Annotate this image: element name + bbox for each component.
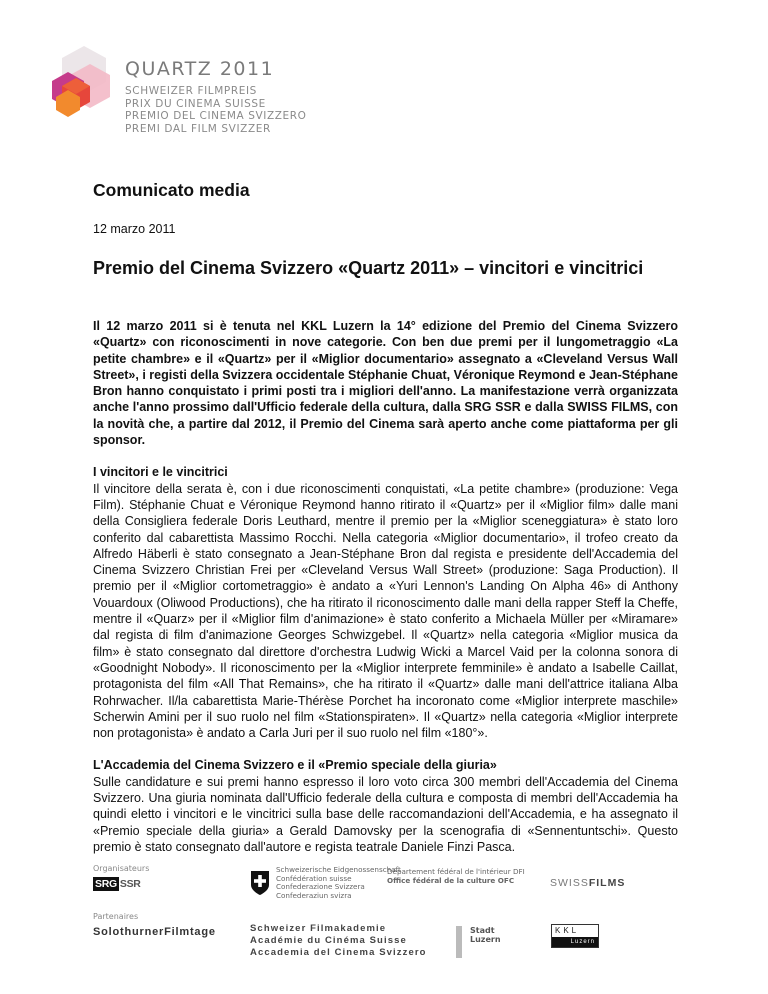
confederation-line: Confederazione Svizzera — [276, 882, 365, 891]
swissfilms-b: FILMS — [588, 877, 626, 889]
partners-label: Partenaires — [93, 912, 139, 921]
akademie-block — [250, 923, 427, 959]
akademie-line: Accademia del Cinema Svizzero — [250, 947, 427, 958]
stadt-luzern-logo — [470, 926, 501, 944]
section-heading: L'Accademia del Cinema Svizzero e il «Premio speciale della giuria» — [93, 758, 497, 773]
swissfilms-a: SWISS — [550, 877, 589, 889]
solothurner-logo: SolothurnerFilmtage — [93, 926, 216, 938]
confederation-line: Confédération suisse — [276, 873, 352, 883]
swissfilms-logo — [550, 877, 625, 889]
brand-block — [125, 58, 307, 135]
organizers-label: Organisateurs — [93, 864, 150, 873]
srg-ssr-logo — [93, 878, 141, 890]
brand-title: QUARTZ 2011 — [125, 58, 275, 80]
akademie-line: Schweizer Filmakademie — [250, 923, 387, 934]
swiss-cross-icon — [250, 870, 270, 896]
article-body — [93, 318, 678, 855]
srg-text: SRG — [95, 878, 117, 890]
brand-line: PREMI DAL FILM SVIZZER — [125, 122, 271, 135]
luzern-line: Luzern — [470, 935, 501, 944]
quartz-logo-icon — [46, 42, 116, 118]
headline: Premio del Cinema Svizzero «Quartz 2011» – vincitori e vincitrici — [93, 258, 644, 278]
ofc-line: Office fédéral de la culture OFC — [387, 876, 515, 885]
brand-line: SCHWEIZER FILMPREIS — [125, 85, 257, 97]
dfi-line: Département fédéral de l'intérieur DFI — [387, 867, 525, 876]
akademie-line: Académie du Cinéma Suisse — [250, 935, 407, 946]
ssr-text: SSR — [119, 878, 141, 890]
confederation-block — [276, 866, 401, 900]
dfi-block — [387, 867, 525, 885]
brand-line: PRIX DU CINEMA SUISSE — [125, 97, 266, 110]
section-body: Sulle candidature e sui premi hanno espresso il loro voto circa 300 membri dell'Accademia del Cinema Svizzero. Una giuria nominata dall'Ufficio federale della cultura e composta di membri dell'Accademia ha quindi eletto i vincitori e le vincitrici sulla base delle raccomandazioni dell'Accademia, e ha assegnato il «Premio speciale della giuria» a Gerald Damovsky per la scenografia di «Sennentuntschi». Questo premio è stato consegnato dall'autore e regista teatrale Daniele Finzi Pasca. — [93, 774, 678, 854]
section-body: Il vincitore della serata è, con i due riconoscimenti conquistati, «La petite chambre» (produzione: Vega Film). Stéphanie Chuat e Véronique Reymond hanno ritirato il «Quartz» per il «Miglior film» dalle mani della Consigliera federale Doris Leuthard, mentre il premio per la «Miglior sceneggiatura» è stato loro conferito dal cabarettista Massimo Rocchi. Nella categoria «Miglior documentario», il trofeo creato da Alfredo Häberli è stato consegnato a Jean-Stéphane Bron dal regista e presidente dell'Accademia del Cinema Svizzero Christian Frei per «Cleveland Versus Wall Street» (produzione: Saga Production). Il premio per il «Miglior cortometraggio» è andato a «Yuri Lennon's Landing On Alpha 46» di Anthony Vouardoux (Oliwood Productions), che ha ritirato il riconoscimento dalle mani della rapper Steff la Cheffe, mentre il «Quarz» per il «Miglior film d'animazione» è stato conferito a Michaela Müller per «Miramare» dal regista di film d'animazione Georges Schwizgebel. Il «Quartz» nella categoria «Miglior musica da film» è stato consegnato dal direttore d'orchestra Ludwig Wicki a Marcel Vaid per la colonna sonora di «Goodnight Nobody». Il riconoscimento per la «Miglior interprete femminile» è andato a Isabelle Caillat, protagonista del film «All That Remains», che ha ritirato il «Quartz» dalle mani dell'attrice italiana Alba Rohrwacher. Il/la cabarettista Marie-Thérèse Porchet ha incoronato come «Miglior interprete maschile» Scherwin Amini per il suo ruolo nel film «Stationspiraten». Il «Quartz» nella categoria «Miglior interprete non protagonista» è andato a Carla Juri per il suo ruolo nel film «180°». — [93, 481, 678, 741]
confederation-line: Confederaziun svizra — [276, 890, 352, 900]
document-type: Comunicato media — [93, 180, 250, 200]
brand-line: PREMIO DEL CINEMA SVIZZERO — [125, 110, 307, 122]
confederation-line: Schweizerische Eidgenossenschaft — [276, 865, 401, 874]
kkl-top: KKL — [555, 926, 580, 935]
kkl-luzern-logo — [551, 924, 599, 948]
kkl-bottom: Luzern — [552, 937, 598, 947]
luzern-line: Stadt — [470, 926, 495, 935]
luzern-bar-icon — [456, 926, 462, 958]
lead-paragraph: Il 12 marzo 2011 si è tenuta nel KKL Luzern la 14° edizione del Premio del Cinema Svizzero «Quartz» con riconoscimenti in nove categorie. Con ben due premi per il lungometraggio «La petite chambre» e il «Quartz» per il «Miglior documentario» assegnato a «Cleveland Versus Wall Street», i registi della Svizzera occidentale Stéphanie Chuat, Véronique Reymond e Jean-Stéphane Bron hanno conquistato i primi posti tra i migliori dell'anno. La manifestazione verrà organizzata anche l'anno prossimo dall'Ufficio federale della cultura, dalla SRG SSR e dalla SWISS FILMS, con la novità che, a partire dal 2012, il Premio del Cinema sarà aperto anche come piattaforma per gli sponsor. — [93, 319, 678, 448]
section-heading: I vincitori e le vincitrici — [93, 465, 228, 480]
document-date: 12 marzo 2011 — [93, 222, 176, 236]
